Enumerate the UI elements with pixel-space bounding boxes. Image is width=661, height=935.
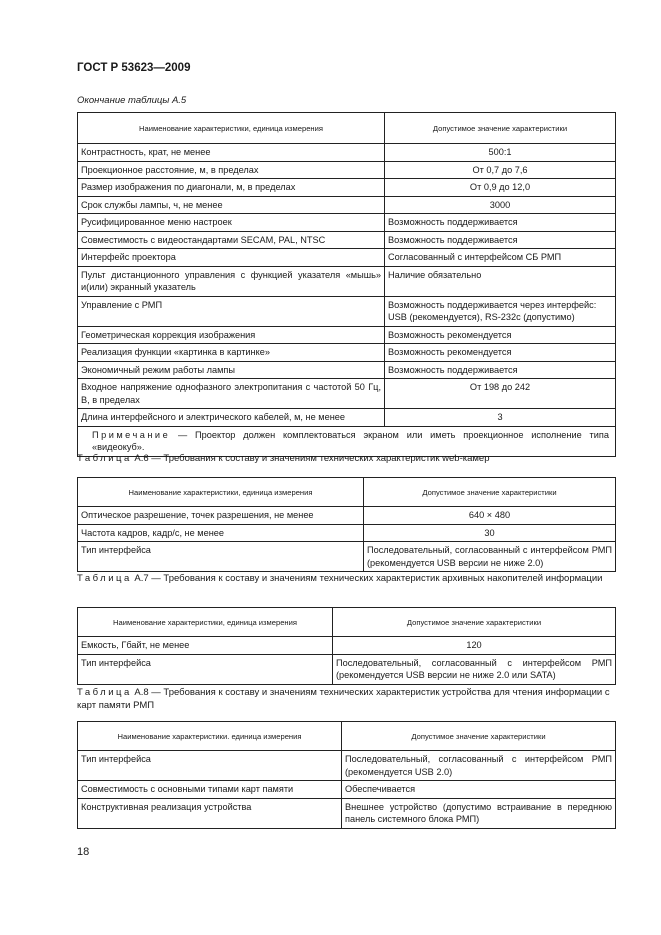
note-label: Примечание [92, 429, 171, 440]
table-row [78, 409, 616, 427]
page-number: 18 [77, 846, 90, 858]
row-value: От 0,7 до 7,6 [385, 161, 616, 179]
row-name: Тип интерфейса [78, 542, 364, 572]
table-row [78, 161, 616, 179]
table-row [78, 296, 616, 326]
row-value: Последовательный, согласованный с интерфейсом РМП (рекомендуется USB версии не ниже 2.0) [364, 542, 616, 572]
row-value: 120 [333, 637, 616, 655]
row-value: Обеспечивается [342, 781, 616, 799]
row-name: Проекционное расстояние, м, в пределах [78, 161, 385, 179]
row-value: Наличие обязательно [385, 266, 616, 296]
row-value: Последовательный, согласованный с интерфейсом РМП (рекомендуется USB версии не ниже 2.0 или SATA) [333, 654, 616, 684]
table-a5-caption: Окончание таблицы А.5 [77, 95, 187, 106]
table-a5 [77, 112, 616, 457]
table-row [78, 214, 616, 232]
table-row [78, 379, 616, 409]
table-a8-caption [77, 686, 615, 712]
row-value: 500:1 [385, 144, 616, 162]
table-a6-header-name: Наименование характеристики, единица измерения [78, 478, 364, 507]
table-a7-caption [77, 572, 615, 585]
table-a8-header-value: Допустимое значение характеристики [342, 722, 616, 751]
table-a7-label: Таблица [77, 573, 132, 584]
table-row [78, 179, 616, 197]
table-row [78, 654, 616, 684]
table-a8-header-name: Наименование характеристики. единица измерения [78, 722, 342, 751]
table-a8 [77, 721, 616, 829]
row-name: Русифицированное меню настроек [78, 214, 385, 232]
row-name: Геометрическая коррекция изображения [78, 326, 385, 344]
table-a8-title: А.8 — Требования к составу и значениям технических характеристик устройства для чтения информации с карт памяти РМП [77, 687, 610, 711]
table-a6-caption [77, 452, 615, 465]
row-name: Экономичный режим работы лампы [78, 361, 385, 379]
row-name: Оптическое разрешение, точек разрешения, не менее [78, 507, 364, 525]
row-name: Входное напряжение однофазного электропитания с частотой 50 Гц, В, в пределах [78, 379, 385, 409]
row-value: От 0,9 до 12,0 [385, 179, 616, 197]
row-value: 3000 [385, 196, 616, 214]
table-a7-title: А.7 — Требования к составу и значениям технических характеристик архивных накопителей информации [131, 573, 603, 584]
row-value: Последовательный, согласованный с интерфейсом РМП (рекомендуется USB 2.0) [342, 751, 616, 781]
row-value: 3 [385, 409, 616, 427]
table-a7-header-value: Допустимое значение характеристики [333, 608, 616, 637]
row-name: Интерфейс проектора [78, 249, 385, 267]
row-value: Внешнее устройство (допустимо встраивание в переднюю панель системного блока РМП) [342, 798, 616, 828]
table-row [78, 524, 616, 542]
row-name: Совместимость с основными типами карт памяти [78, 781, 342, 799]
table-row [78, 781, 616, 799]
table-row [78, 266, 616, 296]
table-row [78, 344, 616, 362]
table-row [78, 798, 616, 828]
table-row [78, 751, 616, 781]
row-name: Контрастность, крат, не менее [78, 144, 385, 162]
table-a6-header-value: Допустимое значение характеристики [364, 478, 616, 507]
table-row [78, 144, 616, 162]
row-name: Тип интерфейса [78, 751, 342, 781]
row-name: Емкость, Гбайт, не менее [78, 637, 333, 655]
table-row [78, 637, 616, 655]
row-value: Возможность поддерживается через интерфейс: USB (рекомендуется), RS-232c (допустимо) [385, 296, 616, 326]
table-a7-header-name: Наименование характеристики, единица измерения [78, 608, 333, 637]
table-row [78, 196, 616, 214]
table-a6-label: Таблица [77, 453, 132, 464]
table-a7 [77, 607, 616, 685]
row-name: Размер изображения по диагонали, м, в пределах [78, 179, 385, 197]
note-text: — Проектор должен комплектоваться экраном или иметь проекционное исполнение типа «видеокуб». [92, 429, 609, 452]
row-value: Возможность поддерживается [385, 231, 616, 249]
row-value: Согласованный с интерфейсом СБ РМП [385, 249, 616, 267]
table-a5-header-name: Наименование характеристики, единица измерения [78, 113, 385, 144]
table-a5-header-value: Допустимое значение характеристики [385, 113, 616, 144]
table-row [78, 326, 616, 344]
row-name: Конструктивная реализация устройства [78, 798, 342, 828]
table-row [78, 231, 616, 249]
row-value: 30 [364, 524, 616, 542]
row-name: Частота кадров, кадр/с, не менее [78, 524, 364, 542]
table-row [78, 249, 616, 267]
row-value: Возможность рекомендуется [385, 344, 616, 362]
row-value: 640 × 480 [364, 507, 616, 525]
row-value: От 198 до 242 [385, 379, 616, 409]
row-name: Срок службы лампы, ч, не менее [78, 196, 385, 214]
row-value: Возможность поддерживается [385, 214, 616, 232]
row-name: Пульт дистанционного управления с функцией указателя «мышь» и(или) экранный указатель [78, 266, 385, 296]
row-name: Длина интерфейсного и электрического кабелей, м, не менее [78, 409, 385, 427]
table-row [78, 542, 616, 572]
table-a6-title: А.6 — Требования к составу и значениям технических характеристик web-камер [131, 453, 490, 464]
row-name: Управление с РМП [78, 296, 385, 326]
table-a6 [77, 477, 616, 572]
table-a8-label: Таблица [77, 687, 132, 698]
row-name: Тип интерфейса [78, 654, 333, 684]
row-value: Возможность рекомендуется [385, 326, 616, 344]
row-name: Совместимость с видеостандартами SECAM, PAL, NTSC [78, 231, 385, 249]
table-row [78, 361, 616, 379]
table-row [78, 507, 616, 525]
row-value: Возможность поддерживается [385, 361, 616, 379]
document-id: ГОСТ Р 53623—2009 [77, 62, 191, 74]
row-name: Реализация функции «картинка в картинке» [78, 344, 385, 362]
